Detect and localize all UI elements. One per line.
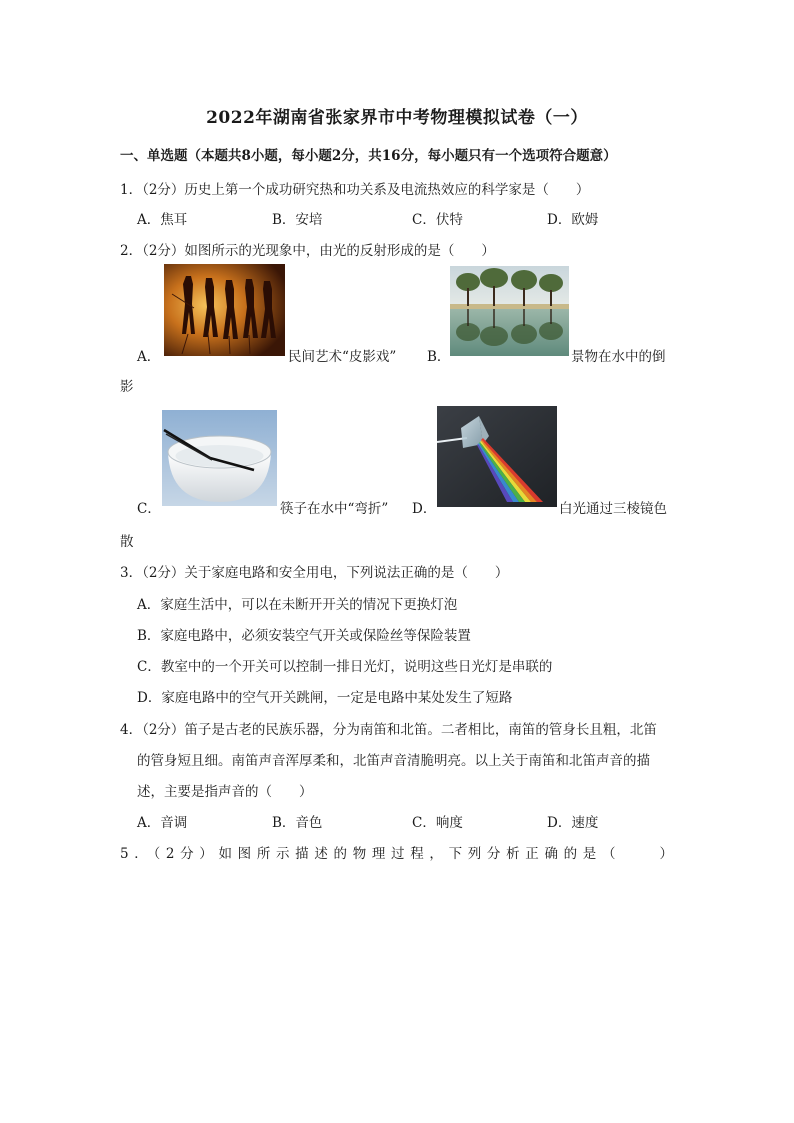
q3-option-b: B．家庭电路中，必须安装空气开关或保险丝等保险装置 [137,628,471,644]
q4-option-c: C．响度 [412,815,463,831]
q5-stem: 5．（2分）如图所示描述的物理过程，下列分析正确的是（ ） [120,846,673,862]
q4-option-d: D．速度 [547,815,599,831]
q2-option-d-caption-wrap: 散 [120,534,134,550]
chopsticks-in-bowl-image [162,410,277,506]
page-title: 2022年湖南省张家界市中考物理模拟试卷（一） [206,108,588,128]
q2-option-c-caption: 筷子在水中“弯折” [280,501,389,517]
shadow-puppet-image [164,264,285,356]
q1-option-b: B．安培 [272,212,323,228]
q1-option-a: A．焦耳 [137,212,188,228]
q1-option-c: C．伏特 [412,212,463,228]
q2-option-d-label: D． [412,501,437,517]
water-reflection-image [450,266,569,356]
section-heading: 一、单选题（本题共8小题，每小题2分，共16分，每小题只有一个选项符合题意） [120,148,617,164]
q2-option-b-label: B． [427,349,451,365]
q4-option-a: A．音调 [137,815,188,831]
q2-option-c-label: C． [137,501,161,517]
q2-stem: 2．（2分）如图所示的光现象中，由光的反射形成的是（ ） [120,243,495,259]
q2-option-b-caption-wrap: 影 [120,379,134,395]
q3-stem: 3．（2分）关于家庭电路和安全用电，下列说法正确的是（ ） [120,565,509,581]
q4-stem-line3: 述，主要是指声音的（ ） [137,784,313,800]
q4-stem-line2: 的管身短且细。南笛声音浑厚柔和，北笛声音清脆明亮。以上关于南笛和北笛声音的描 [137,753,650,769]
q2-option-a-label: A． [137,349,161,365]
q4-stem-line1: 4．（2分）笛子是古老的民族乐器，分为南笛和北笛。二者相比，南笛的管身长且粗，北笛 [120,722,657,738]
q3-option-d: D．家庭电路中的空气开关跳闸，一定是电路中某处发生了短路 [137,690,513,706]
q3-option-a: A．家庭生活中，可以在未断开开关的情况下更换灯泡 [137,597,458,613]
q3-option-c: C．教室中的一个开关可以控制一排日光灯，说明这些日光灯是串联的 [137,659,553,675]
q4-option-b: B．音色 [272,815,323,831]
q2-option-b-caption: 景物在水中的倒 [571,349,666,365]
q1-stem: 1．（2分）历史上第一个成功研究热和功关系及电流热效应的科学家是（ ） [120,182,590,198]
q2-option-d-caption: 白光通过三棱镜色 [559,501,667,517]
prism-dispersion-image [437,406,557,507]
q2-option-a-caption: 民间艺术“皮影戏” [288,349,397,365]
q1-option-d: D．欧姆 [547,212,599,228]
